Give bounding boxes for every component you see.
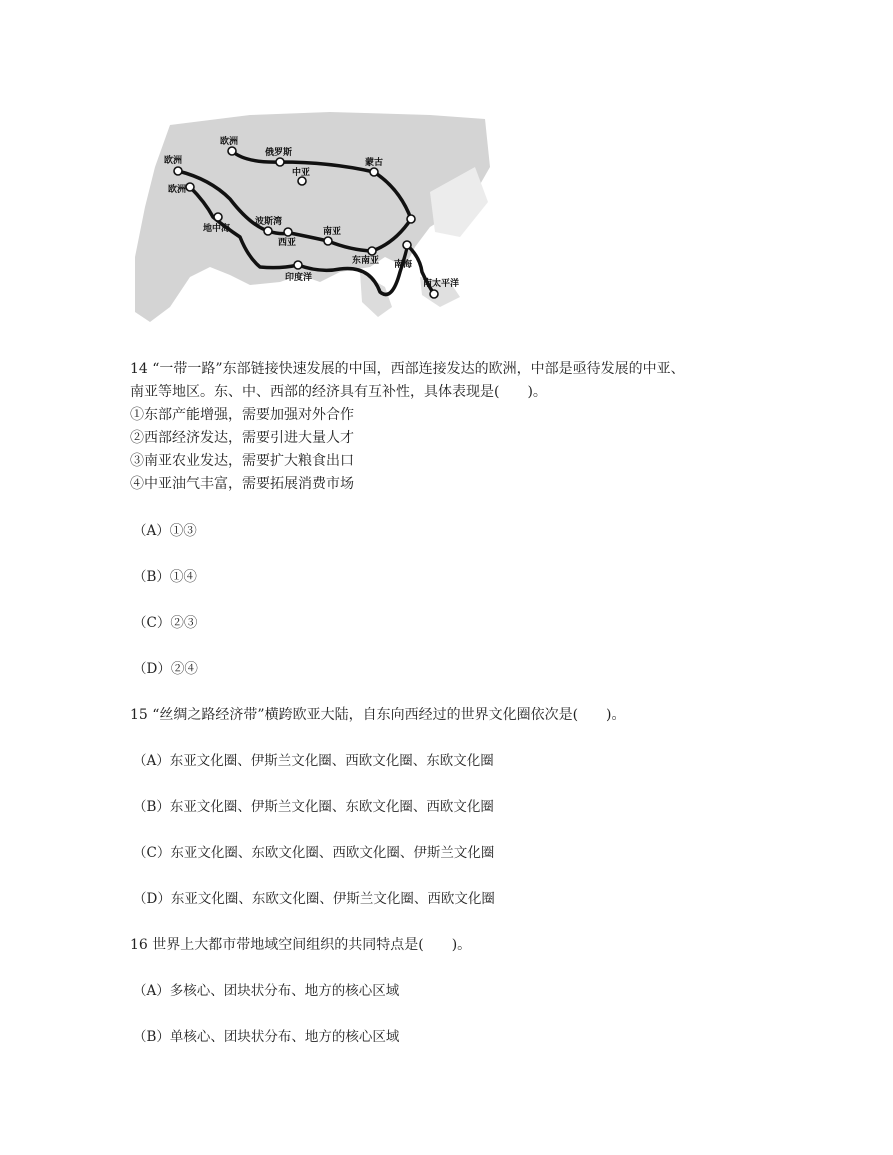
node-europe-north bbox=[228, 147, 236, 155]
label-indian-ocean: 印度洋 bbox=[285, 273, 313, 283]
label-mongolia: 蒙古 bbox=[365, 158, 384, 168]
node-central-asia bbox=[298, 177, 306, 185]
node-europe-south bbox=[186, 183, 194, 191]
label-south-china-sea: 南海 bbox=[394, 260, 413, 270]
node-russia bbox=[276, 158, 284, 166]
node-east bbox=[407, 215, 415, 223]
label-southeast-asia: 东南亚 bbox=[352, 256, 380, 266]
q14-stem-line2: 南亚等地区。东、中、西部的经济具有互补性，具体表现是( )。 bbox=[130, 384, 547, 400]
label-west-asia: 西亚 bbox=[278, 238, 297, 248]
node-southeast-asia bbox=[368, 247, 376, 255]
label-europe-north: 欧洲 bbox=[220, 137, 239, 147]
q14-item-2: ②西部经济发达，需要引进大量人才 bbox=[130, 430, 354, 446]
label-central-asia: 中亚 bbox=[292, 168, 311, 178]
node-mediterranean bbox=[214, 213, 222, 221]
label-south-pacific: 南太平洋 bbox=[423, 279, 460, 289]
q14-option-d: （D）②④ bbox=[133, 661, 198, 677]
label-europe-south: 欧洲 bbox=[168, 185, 187, 195]
q14-option-b: （B）①④ bbox=[133, 569, 197, 585]
q14-item-4: ④中亚油气丰富，需要拓展消费市场 bbox=[130, 476, 354, 492]
label-russia: 俄罗斯 bbox=[265, 148, 293, 158]
label-mediterranean: 地中海 bbox=[203, 224, 231, 234]
node-south-asia bbox=[324, 237, 332, 245]
q15-option-b: （B）东亚文化圈、伊斯兰文化圈、东欧文化圈、西欧文化圈 bbox=[133, 799, 494, 815]
q15-option-d: （D）东亚文化圈、东欧文化圈、伊斯兰文化圈、西欧文化圈 bbox=[133, 891, 495, 907]
belt-road-map bbox=[130, 107, 495, 332]
q15-option-c: （C）东亚文化圈、东欧文化圈、西欧文化圈、伊斯兰文化圈 bbox=[133, 845, 495, 861]
node-indian-ocean bbox=[294, 261, 302, 269]
node-west-asia bbox=[284, 228, 292, 236]
q14-item-1: ①东部产能增强，需要加强对外合作 bbox=[130, 407, 354, 423]
q15-stem: 15 “丝绸之路经济带”横跨欧亚大陆，自东向西经过的世界文化圈依次是( )。 bbox=[130, 707, 626, 723]
q16-option-a: （A）多核心、团块状分布、地方的核心区域 bbox=[133, 983, 400, 999]
node-europe-central bbox=[174, 167, 182, 175]
label-europe-central: 欧洲 bbox=[164, 156, 183, 166]
q14-option-a: （A）①③ bbox=[133, 523, 197, 539]
q14-stem-line1: 14 “一带一路”东部链接快速发展的中国，西部连接发达的欧洲，中部是亟待发展的中亚、 bbox=[130, 361, 685, 377]
node-south-china-sea bbox=[403, 241, 411, 249]
label-persian-gulf: 波斯湾 bbox=[255, 217, 283, 227]
label-south-asia: 南亚 bbox=[323, 227, 342, 237]
node-south-pacific bbox=[430, 290, 438, 298]
node-mongolia bbox=[370, 168, 378, 176]
q14-option-c: （C）②③ bbox=[133, 615, 198, 631]
q16-stem: 16 世界上大都市带地域空间组织的共同特点是( )。 bbox=[130, 937, 472, 953]
node-persian-gulf bbox=[264, 227, 272, 235]
q15-option-a: （A）东亚文化圈、伊斯兰文化圈、西欧文化圈、东欧文化圈 bbox=[133, 753, 494, 769]
q16-option-b: （B）单核心、团块状分布、地方的核心区域 bbox=[133, 1029, 400, 1045]
q14-item-3: ③南亚农业发达，需要扩大粮食出口 bbox=[130, 453, 354, 469]
